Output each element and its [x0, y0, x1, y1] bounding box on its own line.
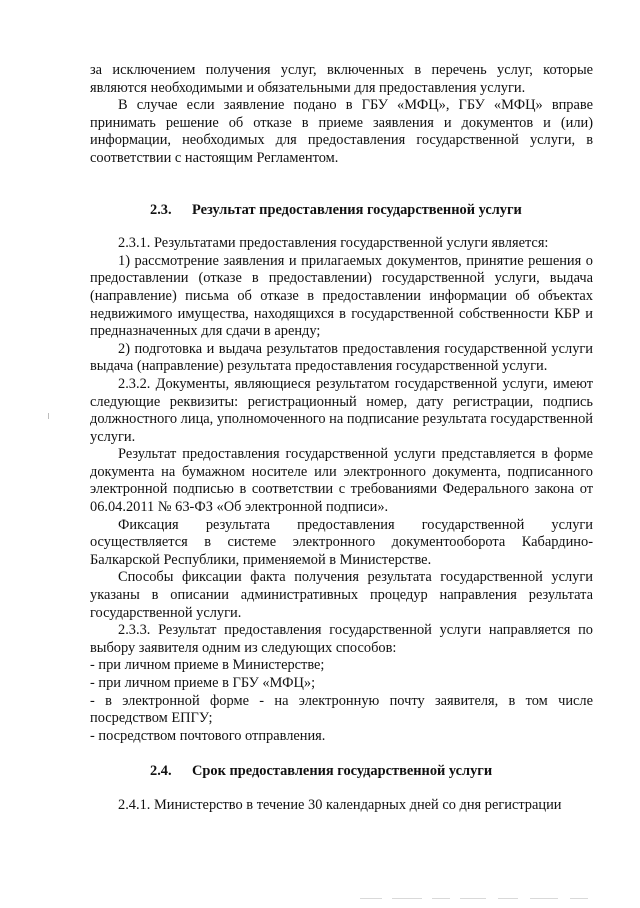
scan-artifact [392, 898, 422, 899]
list-item: - при личном приеме в ГБУ «МФЦ»; [90, 675, 316, 691]
scan-artifact [432, 898, 450, 899]
document-body [90, 62, 593, 815]
scan-artifact [498, 898, 518, 899]
paragraph: за исключением получения услуг, включенных в перечень услуг, которые являются необходимыми и обязательными для предоставления услуги. [90, 62, 593, 96]
scan-artifact [530, 898, 558, 899]
paragraph: 2.3.3. Результат предоставления государственной услуги направляется по выбору заявителя одним из следующих способов: [90, 622, 593, 656]
scan-mark [48, 413, 49, 419]
paragraph: Способы фиксации факта получения результата государственной услуги указаны в описании административных процедур направления результата государственной услуги. [90, 569, 593, 621]
paragraph: 1) рассмотрение заявления и прилагаемых документов, принятие решения о предоставлении (отказе в предоставлении) государственной услуги, выдача (направление) письма об отказе в предоставлении информации об объектах недвижимого имущества, находящихся в государственной собственности КБР и предназначенных для сдачи в аренду; [90, 252, 593, 340]
paragraph: Результат предоставления государственной услуги представляется в форме документа на бумажном носителе или электронного документа, подписанного электронной подписью в соответствии с требованиями Федерального закона от 06.04.2011 № 63-ФЗ «Об электронной подписи». [90, 446, 593, 516]
scan-artifact [570, 898, 588, 899]
section-heading [90, 202, 593, 220]
list-item: - посредством почтового отправления. [90, 727, 326, 744]
list-item: - в электронной форме - на электронную почту заявителя, в том числе посредством ЕПГУ; [90, 692, 593, 727]
scan-artifact [460, 898, 486, 899]
section-title: Результат предоставления государственной услуги [192, 201, 522, 218]
paragraph: 2.3.2. Документы, являющиеся результатом государственной услуги, имеют следующие реквизиты: регистрационный номер, дату регистрации, подпись должностного лица, уполномоченного на подписание результата государственной услуги. [90, 375, 593, 445]
list-item: - при личном приеме в Министерстве; [90, 657, 325, 674]
section-number: 2.4. [150, 763, 172, 780]
paragraph: 2.4.1. Министерство в течение 30 календарных дней со дня регистрации [118, 796, 562, 813]
paragraph: 2.3.1. Результатами предоставления государственной услуги является: [118, 235, 549, 252]
section-title: Срок предоставления государственной услуги [192, 763, 493, 780]
section-number: 2.3. [150, 201, 172, 218]
section-heading [90, 763, 593, 781]
scan-artifact [360, 898, 382, 899]
paragraph: 2) подготовка и выдача результатов предоставления государственной услуги выдача (направление) результата предоставления государственной услуги. [90, 340, 593, 375]
paragraph: Фиксация результата предоставления государственной услуги осуществляется в системе электронного документооборота Кабардино-Балкарской Республики, применяемой в Министерстве. [90, 516, 593, 568]
paragraph: В случае если заявление подано в ГБУ «МФЦ», ГБУ «МФЦ» вправе принимать решение об отказе в приеме заявления и документов и (или) информации, необходимых для предоставления государственной услуги, в соответствии с настоящим Регламентом. [90, 97, 593, 166]
